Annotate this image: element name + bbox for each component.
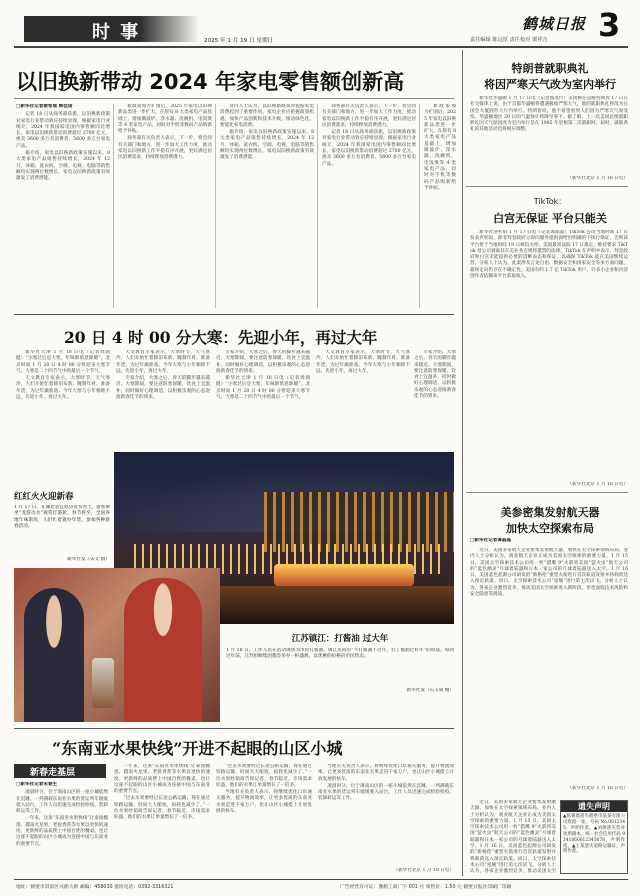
sidebar-top-headline-1: 特朗普就职典礼 (511, 62, 589, 75)
notice-box (560, 800, 628, 874)
main-article-para: 商务部有关负责人表示，下一步，将会同有关部门和地方，进一步加大工作力度，推动家电以旧换新工作平稳有序开展，更好满足居民消费需求，持续释放消费潜力。 (322, 104, 416, 128)
fruit-col-1 (16, 782, 108, 876)
spring-col-1 (16, 350, 110, 450)
photo-buildings (264, 492, 454, 552)
photo-main-caption: 1 月 17 日，在湖北省宜恩县贡水河上，游客乘坐“龙游贡水”观赏灯游轮。春节将至，全国各地年味渐浓，人们忙着置办年货，参加各种新春活动。 (14, 505, 110, 530)
photo-person-right (124, 578, 202, 722)
fruit-para: “过去水果要经过长途公路运输，现在通过铁路运输，时间大大缩短，损耗也减少了。”一位水果经销商告诉记者，春节临近，市场需求旺盛，他们的水果订单量增长了一倍多。 (114, 796, 210, 821)
sidebar-bottom-extra: 近日，美国多家航天企业密集发射航天器，加快在太空探索领域布局。业内人士分析认为，商业航天企业正成为美国太空探索的重要力量。1 月 15 日，美国太空探索技术公司用一枚“猎鹰 9”火箭将美国“萤火虫”航天公司的“蓝色幽灵”月球着陆器和日本一家公司的月球着陆器送入太空。1 月 16 日，美国蓝色起源公司研发的“新格伦”重型火箭进行首次轨道发射并将载荷送入预定轨道。同日，太空探索技术公司“星舰”进行第七次试飞。分析人士认为，各家企业激烈竞争，推动美国太空 (470, 800, 556, 874)
fruit-label: 新春走基层 (30, 768, 76, 778)
spring-para: 天文教育专家表示，大寒时节，天气寒冷，人们开始忙着除旧布新、腌制年肴、准备年货，为过年做准备。今年大寒与小年相距不远，先迎小年，再过大年。 (16, 376, 110, 401)
fruit-headline: “东南亚水果快线”开进不起眼的山区小城 (52, 739, 343, 758)
spring-col-2 (116, 350, 210, 450)
fruit-top-rule (14, 728, 454, 729)
sidebar-rule (466, 492, 628, 493)
main-article-col-5 (424, 104, 456, 310)
editors-line: 责任编辑 陈远厚 责任校对 栗祥吉 (470, 37, 548, 43)
column-divider (317, 104, 318, 308)
main-article-col-2 (118, 104, 212, 310)
sidebar-bottom-headline-1: 美参密集发射航天器 (500, 506, 600, 519)
main-article-para: 新政策加力扩围后，2025 年家电以旧换新品类进一步扩大，在原有 8 大类家电产品基础上，增加微波炉、净水器、洗碗机、电饭煲等 4 类家电产品，同时对手机等数码产品购新给予补贴。 (118, 104, 212, 135)
sidebar-mid-kicker: TikTok： (533, 197, 567, 206)
main-article-para: 业内人士认为，以旧换新政策对提振家电消费起到了重要作用，家电企业应把握政策机遇，加快产品创新和技术升级，推动绿色化、智能化家电消费。 (220, 104, 314, 128)
photo-boat (274, 564, 414, 586)
photo-soy-sauce (14, 568, 220, 722)
spring-col-3 (216, 350, 310, 450)
fruit-para: “过去水果要经过长途公路运输，现在通过铁路运输，时间大大缩短，损耗也减少了。”一位水果经销商告诉记者，春节临近，市场需求旺盛，他们的水果订单量增长了一倍多。 (216, 764, 312, 788)
footer-right: 广告经营许可证：豫鹤工商广字 001 号 零售价：1.50 元 鹤壁日报社印刷厂印刷 (340, 885, 512, 890)
spring-para: 天文教育专家表示，大寒时节，天气寒冷，人们开始忙着除旧布新、腌制年肴、准备年货，为过年做准备。今年大寒与小年相距不远，先迎小年，再过大年。 (316, 350, 410, 374)
sidebar-bottom-body: 近日，美国多家航天企业密集发射航天器，加快在太空探索领域布局。业内人士分析认为，商业航天企业正成为美国太空探索的重要力量。1 月 15 日，美国太空探索技术公司用一枚“猎鹰 9”火箭将美国“萤火虫”航天公司的“蓝色幽灵”月球着陆器和日本一家公司的月球着陆器送入太空。1 月 16 日，美国蓝色起源公司研发的“新格伦”重型火箭进行首次轨道发射并将载荷送入预定轨道。同日，太空探索技术公司“星舰”进行第七次试飞。分析人士认为，各家企业激烈竞争，推动美国太空探索进入新阶段，但也面临技术风险和安全隐患等挑战。 (470, 548, 628, 598)
main-article-para: 据介绍，家电以旧换新政策实施以来，8 大类家电产品销售持续增长，2024 年 12 月，冰箱、洗衣机、空调、电视、电脑等销售额均实现两位数增长，家电以旧换新政策有效激发了消费潜能。 (16, 151, 110, 182)
sidebar-mid-headline: 白宫无保证 平台只能关 (493, 212, 607, 225)
spring-col-5 (414, 350, 456, 450)
main-headline-rule (14, 98, 454, 99)
page-number: 3 (598, 6, 621, 44)
date-line: 2025 年 1 月 19 日 星期日 (204, 38, 274, 44)
spring-top-rule (14, 314, 454, 315)
fruit-para: 一年来，这条“东南亚水果快线”让泰国榴莲、越南火龙果、老挝香蕉等水果以更快的速度、更新鲜的品质摆上中国百姓的餐桌，也让这座不起眼的山区小城成为连接中国与东南亚的重要节点。 (16, 816, 108, 847)
sidebar-divider (462, 50, 463, 876)
fruit-col-2 (114, 764, 210, 876)
notice-body: ▲陈赛康遗失鹤壁市某某有限公司收据一张，号码 No.0012345，声明作废。▲刘俊遗失营业执照副本，统一社会信用代码 9241060012345678，声明作废。▲王某遗失道路运输证，声明作废。 (563, 814, 625, 855)
fruit-para: 一年来，这条“东南亚水果快线”让泰国榴莲、越南火龙果、老挝香蕉等水果以更快的速度、更新鲜的品质摆上中国百姓的餐桌，也让这座不起眼的山区小城成为连接中国与东南亚的重要节点。 (114, 764, 210, 795)
main-article-source: □新华社记者谢希瑶 韩佳诺 (16, 104, 73, 109)
photo-bottle (92, 658, 114, 708)
fruit-end-note: （新华社北京 1 月 18 日电） (393, 868, 454, 873)
fruit-para: 凌晨时分，位于滇南山区的一座小城依然在沉睡，一列满载东南亚水果的货运列车缓缓驶入站台，工作人员迅速完成检验检疫、装卸转运等工作。 (318, 783, 454, 802)
spring-col-4 (316, 350, 410, 450)
sidebar-bottom-headline-2: 加快太空探索布局 (506, 522, 594, 535)
photo-second-caption: 1 月 18 日，工作人员在活动现场为市民打酱油。镇江民间有“不打酱油不过年、打了酱油过好年”的说法。每到过年前，江苏恒顺集团都会举办一桩盛典，以优惠的价格向市民售卖。 (226, 648, 454, 660)
spring-para: 专家介绍，大寒之后，春天的脚步越来越近。大寒期间，要注意防寒保暖，饮食上宜温补，同时做好心理调适，以积极乐观的心态迎接新春佳节的到来。 (216, 350, 310, 374)
sidebar-rule (466, 186, 628, 187)
footer-left: 地址：鹤壁市淇滨区兴鹤大街 邮编：458030 值班电话：0392-3316321 (16, 885, 174, 890)
masthead (0, 0, 640, 50)
sidebar-top-end-note: （新华社北京 1 月 18 日电） (567, 176, 628, 181)
fruit-col-3 (216, 764, 312, 876)
spring-headline: 20 日 4 时 00 分大寒：先迎小年，再过大年 (64, 328, 378, 347)
column-divider (419, 104, 420, 308)
sidebar-top-headline-2: 将因严寒天气改为室内举行 (484, 78, 616, 91)
main-article-para: 据介绍，家电以旧换新政策实施以来，8 大类家电产品销售持续增长，2024 年 12 月，冰箱、洗衣机、空调、电视、电脑等销售额均实现两位数增长，家电以旧换新政策有效激发了消费潜能。 (220, 130, 314, 161)
column-divider (215, 104, 216, 308)
photo-main-title: 红红火火迎新春 (14, 492, 74, 502)
photo-second-title: 江苏镇江：打酱油 过大年 (291, 634, 389, 644)
main-article-para: 记者 18 日从商务部获悉，以旧换新政策对家电行业带动效应持续显现，根据家电行业统计，2024 年我国家电国内零售额同比增长，家电以旧换新带动消费超过 2700 亿元，惠及 3600 多万名消费者、5600 多万台家电产品。 (322, 130, 416, 167)
main-article-col-1 (16, 104, 110, 310)
sidebar-bottom-end-note: （新华社北京 1 月 18 日电） (567, 786, 628, 791)
photo-second-credit: 新华社发（石玉成 摄） (406, 688, 454, 693)
spring-para: 天文教育专家表示，大寒时节，天气寒冷，人们开始忙着除旧布新、腌制年肴、准备年货，为过年做准备。今年大寒与小年相距不远，先迎小年，再过大年。 (116, 350, 210, 374)
fruit-para: 当地有关负责人表示，将继续优化口岸通关服务，提升物流效率，让更多优质的东南亚水果走进千家万户，也让山区小城搭上开放发展的快车。 (318, 764, 454, 782)
column-divider (113, 104, 114, 308)
photo-person-left (24, 588, 84, 722)
fruit-col-4 (318, 764, 454, 868)
fruit-source: □新华社记者宋春生 (16, 782, 58, 787)
fruit-para: 凌晨时分，位于滇南山区的一座小城依然在沉睡，一列满载东南亚水果的货运列车缓缓驶入站台，工作人员迅速完成检验检疫、装卸转运等工作。 (16, 790, 108, 815)
sidebar-mid-end-note: （新华社北京 1 月 18 日电） (567, 482, 628, 487)
main-article-para: 记者 18 日从商务部获悉，以旧换新政策对家电行业带动效应持续显现，根据家电行业统计，2024 年我国家电国内零售额同比增长，家电以旧换新带动消费超过 2700 亿元，惠及 3600 多万名消费者、5600 多万台家电产品。 (16, 112, 110, 149)
main-article-para: 商务部有关负责人表示，下一步，将会同有关部门和地方，进一步加大工作力度，推动家电以旧换新工作平稳有序开展，更好满足居民消费需求，持续释放消费潜力。 (118, 136, 212, 161)
main-article-col-3 (220, 104, 314, 310)
photo-second-caption-box (226, 632, 454, 720)
spring-para: 专家介绍，大寒之后，春天的脚步越来越近。大寒期间，要注意防寒保暖，饮食上宜温补，同时做好心理调适，以积极乐观的心态迎接新春佳节的到来。 (116, 376, 210, 401)
masthead-rule (14, 46, 628, 48)
photo-main-credit: 新华社发（宋文 摄） (67, 557, 110, 562)
section-banner-accent (140, 16, 200, 42)
main-headline: 以旧换新带动 2024 年家电零售额创新高 (16, 70, 405, 94)
photo-main-caption-box (14, 490, 110, 570)
notice-title: 遗失声明 (561, 801, 627, 812)
paper-name: 鹤城日报 (522, 15, 587, 33)
spring-para: 专家介绍，大寒之后，春天的脚步越来越近。大寒期间，要注意防寒保暖，饮食上宜温补，同时做好心理调适，以积极乐观的心态迎接新春佳节的到来。 (414, 350, 456, 400)
fruit-para: 当地有关负责人表示，将继续优化口岸通关服务，提升物流效率，让更多优质的东南亚水果走进千家万户，也让山区小城搭上开放发展的快车。 (216, 790, 312, 815)
sidebar-bottom-source: □新华社记者谭晶晶 (470, 538, 512, 543)
spring-para: 新华社天津 1 月 18 日电（记者周润健）“小寒过后是大寒，年味渐浓意渐暖”。北京时间 1 月 20 日 4 时 00 分将迎来大寒节气，大寒是二十四节气中的最后一个节气。 (216, 376, 310, 401)
main-article-col-4 (322, 104, 416, 310)
sidebar-bottom-col-left (470, 800, 556, 874)
sidebar-top-body: 新华社华盛顿 1 月 17 日电（记者熊茂伶）美国候任总统特朗普 17 日在社交媒体上说，由于首都华盛顿将遭遇极端严寒天气，他的就职典礼将改为在国会大厦圆形大厅内举行。特朗普说，他不希望看到人们因为严寒天气而受伤。华盛顿地区 20 日的气温预计将降至零下。据了解，上一次美国总统就职典礼因天气原因改为室内举行是在 1985 年里根第二次就职时。届时，就职典礼的其他活动也将相应调整。 (470, 96, 628, 133)
section-title: 时 事 (92, 22, 141, 43)
main-article-para: 新政策加力扩围后，2025 年家电以旧换新品类进一步扩大，在原有 8 大类家电产品基础上，增加微波炉、净水器、洗碗机、电饭煲等 4 类家电产品，同时对手机等数码产品购新给予补贴。 (424, 104, 456, 191)
footer-rule (14, 879, 628, 880)
sidebar-mid-body: 新华社洛杉矶 1 月 17 日电（记者谭晶晶）TikTok 公司当地时间 17 日发表声明说，除非拜登政府立即向服务提供商给出明确的不执行保证，否则该平台将于当地时间 19 日被迫关停。美国最高法院 17 日裁定，维持要求 TikTok 母公司剥离其在美业务否则将遭禁的法律。TikTok 在声明中表示，拜登政府和白宫未能提供必要的清晰表态和保证，以确保 TikTok 能在美国继续运营。分析人士认为，此案涉及言论自由、数据安全和国家安全等多方面问题，最终走向仍存在不确定性。美国有约 1.7 亿 TikTok 用户，许多小企业和内容创作者依赖该平台获取收入。 (470, 230, 628, 280)
spring-para: 新华社天津 1 月 18 日电（记者周润健）“小寒过后是大寒，年味渐浓意渐暖”。北京时间 1 月 20 日 4 时 00 分将迎来大寒节气，大寒是二十四节气中的最后一个节气。 (16, 350, 110, 374)
